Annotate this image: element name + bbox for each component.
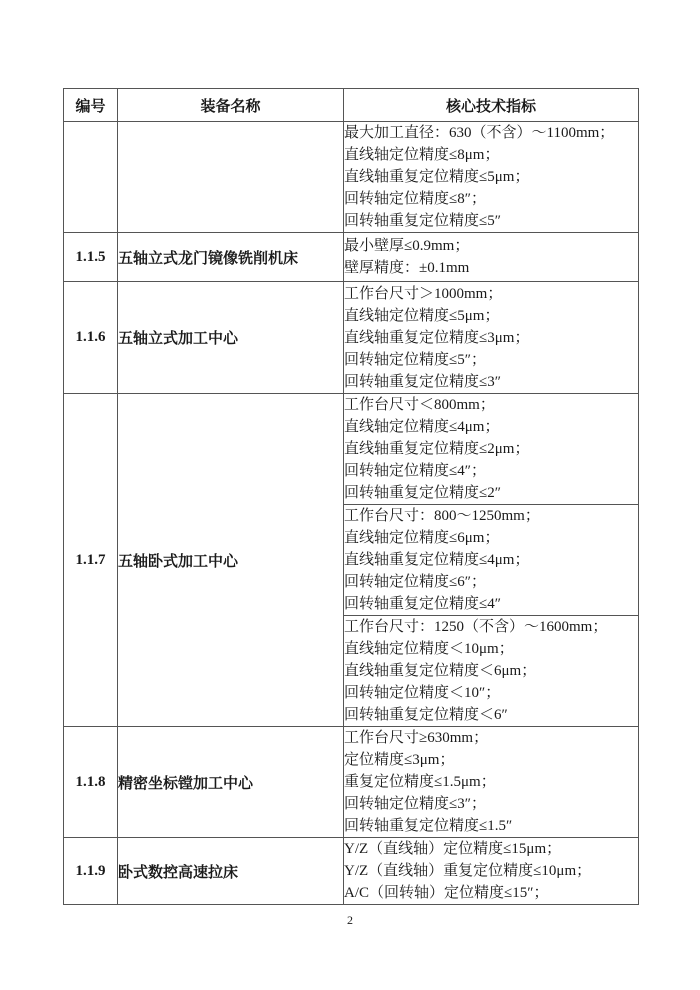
spec-line: Y/Z（直线轴）定位精度≤15μm； (344, 841, 562, 857)
spec-line: A/C（回转轴）定位精度≤15″； (344, 885, 549, 901)
spec-line: 直线轴重复定位精度≤3μm； (344, 329, 530, 346)
table-row (64, 727, 639, 838)
spec-line: 工作台尺寸≥630mm； (344, 730, 489, 746)
spec-cell (344, 394, 639, 505)
equipment-name-cell (118, 122, 344, 233)
spec-line: 重复定位精度≤1.5μm； (344, 774, 496, 790)
row-id-cell (64, 122, 118, 233)
spec-line: 回转轴定位精度≤8″； (344, 191, 486, 207)
row-id-cell: 1.1.9 (64, 838, 118, 905)
table-header-row (64, 89, 639, 122)
row-id-cell: 1.1.7 (64, 394, 118, 727)
spec-line: 回转轴定位精度≤6″； (344, 574, 486, 590)
spec-line: 定位精度≤3μm； (344, 752, 455, 768)
spec-line: 回转轴定位精度≤4″； (344, 463, 486, 479)
table-row (64, 282, 639, 394)
table-row (64, 233, 639, 282)
spec-cell (344, 233, 639, 282)
spec-line: 直线轴重复定位精度≤4μm； (344, 552, 530, 568)
header-core-indicators: 核心技术指标 (344, 89, 639, 122)
spec-line: 直线轴定位精度＜10μm； (344, 641, 514, 657)
spec-line: 直线轴定位精度≤6μm； (344, 530, 500, 546)
row-id-cell: 1.1.6 (64, 282, 118, 394)
spec-line: 回转轴定位精度＜10″； (344, 685, 501, 701)
spec-line: 工作台尺寸：800～1250mm； (344, 508, 540, 524)
spec-line: 工作台尺寸＜800mm； (344, 397, 495, 413)
spec-line: 直线轴定位精度≤4μm； (344, 419, 500, 435)
spec-line: 直线轴重复定位精度≤5μm； (344, 169, 530, 185)
spec-line: 回转轴重复定位精度≤5″ (344, 213, 501, 229)
spec-line: 回转轴定位精度≤3″； (344, 796, 486, 812)
row-id-cell: 1.1.8 (64, 727, 118, 838)
spec-cell (344, 122, 639, 233)
spec-line: 直线轴定位精度≤8μm； (344, 147, 500, 163)
header-id: 编号 (64, 89, 118, 122)
spec-line: 回转轴定位精度≤5″； (344, 351, 486, 368)
equipment-name-cell: 五轴卧式加工中心 (118, 394, 344, 727)
header-equipment-name: 装备名称 (118, 89, 344, 122)
spec-cell (344, 616, 639, 727)
row-id-cell: 1.1.5 (64, 233, 118, 282)
spec-line: 直线轴重复定位精度≤2μm； (344, 441, 530, 457)
table-row (64, 394, 639, 505)
spec-cell (344, 838, 639, 905)
spec-line: 工作台尺寸＞1000mm； (344, 285, 503, 302)
equipment-name-cell: 五轴立式龙门镜像铣削机床 (118, 233, 344, 282)
spec-cell (344, 282, 639, 394)
spec-line: 回转轴重复定位精度≤3″ (344, 373, 501, 390)
equipment-name-cell: 卧式数控高速拉床 (118, 838, 344, 905)
equipment-name-cell: 精密坐标镗加工中心 (118, 727, 344, 838)
spec-line: Y/Z（直线轴）重复定位精度≤10μm； (344, 863, 592, 879)
spec-line: 回转轴重复定位精度≤4″ (344, 596, 501, 612)
spec-line: 回转轴重复定位精度≤2″ (344, 485, 501, 501)
page-number: 2 (347, 913, 353, 927)
table-row (64, 838, 639, 905)
spec-cell (344, 727, 639, 838)
table-row (64, 122, 639, 233)
equipment-spec-table (63, 88, 639, 905)
spec-line: 最小壁厚≤0.9mm； (344, 238, 470, 254)
spec-line: 壁厚精度：±0.1mm (344, 260, 470, 276)
spec-line: 工作台尺寸：1250（不含）～1600mm； (344, 619, 608, 635)
equipment-name-cell: 五轴立式加工中心 (118, 282, 344, 394)
spec-line: 直线轴重复定位精度＜6μm； (344, 663, 537, 679)
spec-line: 最大加工直径：630（不含）～1100mm； (344, 125, 615, 141)
spec-line: 直线轴定位精度≤5μm； (344, 307, 500, 324)
spec-line: 回转轴重复定位精度＜6″ (344, 707, 508, 723)
spec-cell (344, 505, 639, 616)
spec-line: 回转轴重复定位精度≤1.5″ (344, 818, 513, 834)
